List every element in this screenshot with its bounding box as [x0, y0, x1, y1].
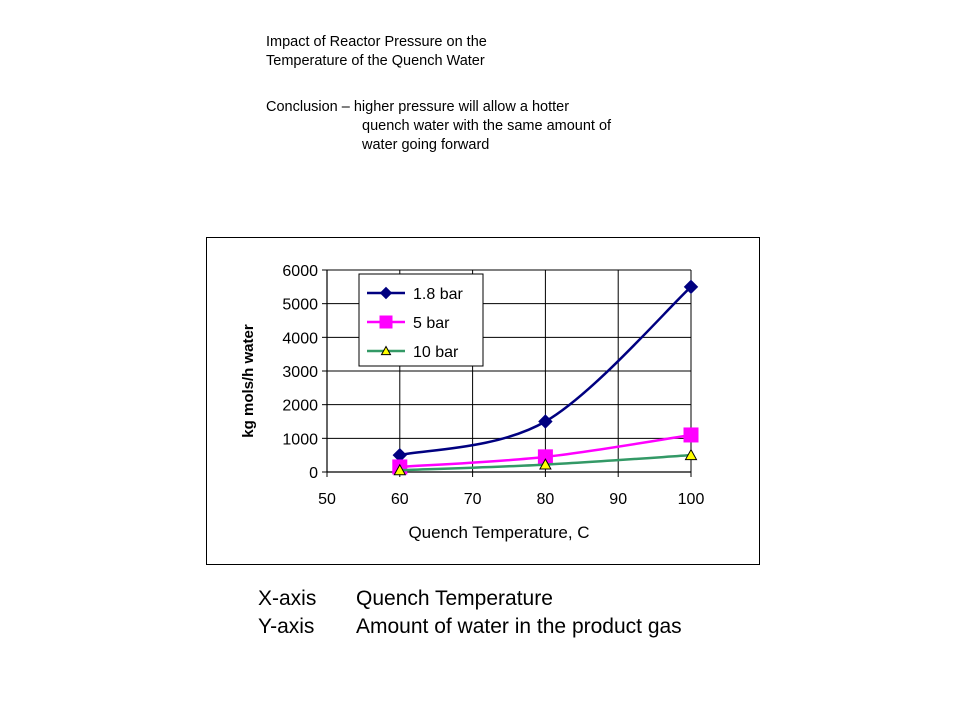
y-tick-label: 0 — [309, 465, 318, 482]
title-line-2: Temperature of the Quench Water — [266, 53, 485, 69]
conclusion-line-1: Conclusion – higher pressure will allow a hotter — [266, 99, 570, 115]
legend-marker-5-bar — [380, 316, 392, 328]
y-tick-label: 1000 — [282, 431, 318, 449]
x-tick-label: 50 — [318, 491, 336, 508]
line-chart — [207, 238, 759, 564]
title-line-1: Impact of Reactor Pressure on the — [266, 34, 487, 50]
y-tick-label: 2000 — [282, 397, 318, 415]
y-axis-note-value: Amount of water in the product gas — [356, 615, 682, 638]
data-point-5-bar — [684, 428, 698, 442]
legend — [359, 274, 483, 366]
x-tick-label: 60 — [390, 491, 409, 508]
y-axis-title: kg mols/h water — [240, 324, 257, 438]
legend-label-1-8-bar: 1.8 bar — [413, 286, 463, 303]
data-point-1-8-bar — [539, 415, 552, 428]
conclusion-line-3: water going forward — [362, 137, 490, 153]
x-axis-note-value: Quench Temperature — [356, 587, 553, 610]
x-axis-title: Quench Temperature, C — [408, 523, 590, 542]
y-tick-label: 6000 — [282, 263, 318, 280]
legend-label-5-bar: 5 bar — [413, 315, 450, 332]
conclusion-line-2: quench water with the same amount of — [362, 118, 612, 134]
x-tick-label: 100 — [677, 491, 705, 508]
legend-label-10-bar: 10 bar — [413, 344, 459, 361]
x-tick-label: 70 — [463, 491, 482, 508]
x-axis-note-key: X-axis — [258, 587, 317, 610]
y-tick-label: 5000 — [282, 296, 318, 314]
y-axis-note-key: Y-axis — [258, 615, 315, 638]
chart-frame — [206, 237, 760, 565]
x-tick-label: 80 — [536, 491, 555, 508]
x-tick-label: 90 — [609, 491, 628, 508]
y-tick-label: 3000 — [282, 364, 318, 381]
y-tick-label: 4000 — [282, 330, 318, 348]
